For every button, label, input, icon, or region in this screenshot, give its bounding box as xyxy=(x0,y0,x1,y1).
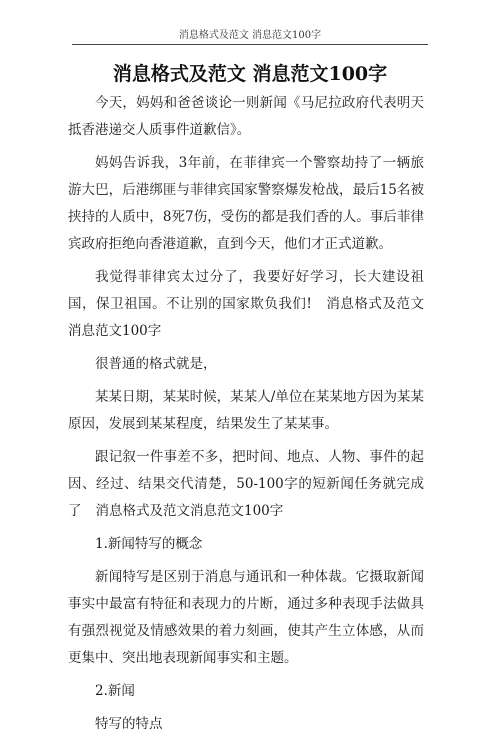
section-heading: 1.新闻特写的概念 xyxy=(95,536,203,552)
paragraph: 今天，妈妈和爸爸谈论一则新闻《马尼拉政府代表明天抵香港递交人质事件道歉信》。 xyxy=(68,95,424,138)
paragraph: 特写的特点 xyxy=(95,716,163,732)
paragraph: 很普通的格式就是， xyxy=(95,356,217,372)
header-divider xyxy=(72,44,428,45)
paragraph: 某某日期，某某时候，某某人/单位在某某地方因为某某原因，发展到某某程度，结果发生了某某事。 xyxy=(68,389,424,432)
section-heading: 2.新闻 xyxy=(95,683,135,699)
page-header xyxy=(0,0,500,44)
document-body xyxy=(68,90,424,744)
paragraph: 我觉得菲律宾太过分了，我要好好学习，长大建设祖国，保卫祖国。不让别的国家欺负我们! 消息格式及范文消息范文100字 xyxy=(68,269,424,339)
inline-title: 消息格式及范文消息范文100字 xyxy=(95,503,284,519)
running-header: 消息格式及范文 消息范文100字 xyxy=(178,30,322,41)
document-title: 消息格式及范文 消息范文100字 xyxy=(112,63,388,85)
paragraph: 妈妈告诉我，3年前，在菲律宾一个警察劫持了一辆旅游大巴，后港绑匪与菲律宾国家警察爆发枪战，最后15名被挟持的人质中，8死7伤，受伤的都是我们香的人。事后菲律宾政府拒绝向香港道歉，直到今天，他们才正式道歉。 xyxy=(68,155,424,252)
paragraph: 新闻特写是区别于消息与通讯和一种体裁。它摄取新闻事实中最富有特征和表现力的片断，通过多种表现手法做具有强烈视觉及情感效果的着力刻画，使其产生立体感，从而更集中、突出地表现新闻事实和主题。 xyxy=(68,569,424,666)
paragraph: 跟记叙一件事差不多，把时间、地点、人物、事件的起因、经过、结果交代清楚，50-100字的短新闻任务就完成了 消息格式及范文消息范文100字 xyxy=(68,449,424,519)
inline-title: 消息格式及范文消息范文100字 xyxy=(68,296,424,339)
